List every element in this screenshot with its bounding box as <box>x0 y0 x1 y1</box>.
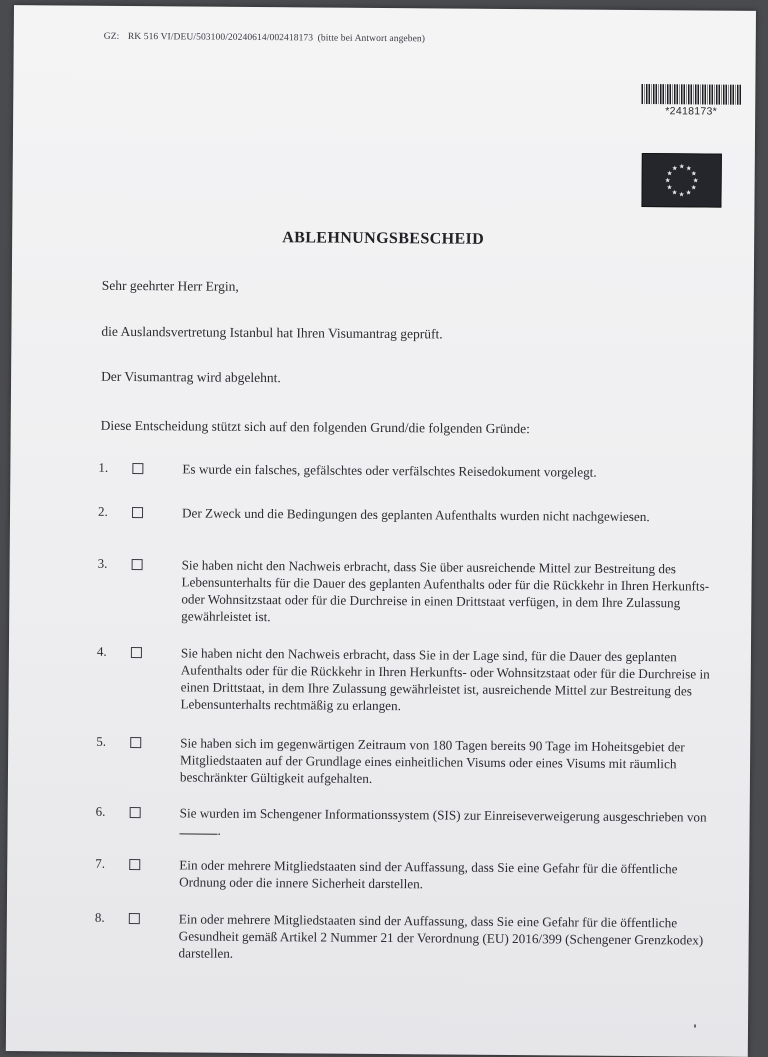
flag-star <box>667 185 672 190</box>
reason-text <box>179 804 714 842</box>
barcode-icon <box>641 84 741 105</box>
letter-page <box>6 5 756 1057</box>
checkbox-icon <box>129 913 140 924</box>
reference-code: RK 516 VI/DEU/503100/20240614/002418173 <box>127 31 314 44</box>
reason-number: 6. <box>95 803 106 819</box>
reason-text: Der Zweck und die Bedingungen des geplanten Aufenthalts wurden nicht nachgewiesen. <box>181 505 650 525</box>
intro-paragraph: die Auslandsvertretung Istanbul hat Ihren Visumantrag geprüft. <box>101 323 443 342</box>
checkbox-icon <box>132 559 143 570</box>
reference-line <box>104 32 425 45</box>
reason-number: 1. <box>98 459 109 475</box>
flag-star <box>686 190 691 195</box>
flag-star <box>691 171 696 176</box>
reason-item-1 <box>10 459 752 480</box>
flag-star <box>693 178 698 183</box>
flag-star <box>672 166 677 171</box>
reason-text: Sie haben nicht den Nachweis erbracht, dass Sie in der Lage sind, für die Dauer des geplanten Aufenthalts oder für die Rückkehr in Ihren Herkunfts- oder Wohnsitzstaat oder für die Durchreise in einen Drittstaat, in dem Ihre Zulassung gewährleistet ist, ausreichende Mittel zur Bestreitung des Lebensunterhalts rechtmäßig zu erlangen. <box>180 645 710 714</box>
flag-star <box>679 192 684 197</box>
reason-number: 3. <box>97 555 108 571</box>
checkbox-icon <box>132 507 143 518</box>
reference-note: (bitte bei Antwort angeben) <box>317 33 426 45</box>
reason-text: Ein oder mehrere Mitgliedstaaten sind der Auffassung, dass Sie eine Gefahr für die öffentliche Ordnung oder die innere Sicherheit darstellen. <box>179 857 678 892</box>
reason-text: Es wurde ein falsches, gefälschtes oder verfälschtes Reisedokument vorgelegt. <box>182 461 597 480</box>
reason-number: 8. <box>94 909 105 925</box>
decision-paragraph: Der Visumantrag wird abgelehnt. <box>101 368 281 386</box>
flag-star <box>691 185 696 190</box>
document-title: ABLEHNUNGSBESCHEID <box>282 229 485 248</box>
eu-flag-icon <box>641 153 721 208</box>
reasons-list <box>10 459 752 961</box>
reason-number: 2. <box>97 503 108 519</box>
reference-label: GZ: <box>103 31 120 42</box>
reason-text: Sie haben nicht den Nachweis erbracht, dass Sie über ausreichende Mittel zur Bestreitung des Lebensunterhalts für die Dauer des geplanten Aufenthalts oder für die Rückkehr in Ihren Herkunfts- oder Wohnsitzstaat oder für die Durchreise in einen Drittstaat verfügen, in dem Ihre Zulassung gewährleistet ist. <box>181 557 710 625</box>
greeting: Sehr geehrter Herr Ergin, <box>101 277 239 294</box>
flag-star <box>672 190 677 195</box>
reason-text: Sie haben sich im gegenwärtigen Zeitraum von 180 Tagen bereits 90 Tage im Hoheitsgebiet der Mitgliedstaaten auf der Grundlage eines einheitlichen Visums oder eines Visums mit räumlich beschränkter Gültigkeit aufgehalten. <box>179 735 685 786</box>
reason-number: 7. <box>95 855 106 871</box>
blank-line <box>180 833 218 834</box>
reason-text-main: Sie wurden im Schengener Informationssystem (SIS) zur Einreiseverweigerung ausgeschrieben von <box>179 805 707 825</box>
checkbox-icon <box>132 463 143 474</box>
reason-number: 5. <box>96 733 107 749</box>
reason-item-8 <box>7 909 749 961</box>
reason-text-suffix: . <box>217 822 221 838</box>
reason-item-2 <box>10 503 752 525</box>
barcode-block <box>641 84 741 118</box>
checkbox-icon <box>130 737 141 748</box>
paper-speck <box>694 1024 696 1027</box>
grounds-intro: Diese Entscheidung stützt sich auf den folgenden Grund/die folgenden Gründe: <box>100 417 531 437</box>
barcode-number: *2418173* <box>665 105 718 118</box>
checkbox-icon <box>130 807 141 818</box>
flag-star <box>686 166 691 171</box>
reason-item-6 <box>8 803 750 838</box>
checkbox-icon <box>129 859 140 870</box>
reason-item-3 <box>10 555 752 625</box>
flag-star <box>667 171 672 176</box>
flag-star <box>679 164 684 169</box>
reason-item-7 <box>7 855 749 892</box>
checkbox-icon <box>131 647 142 658</box>
reason-item-4 <box>9 643 751 714</box>
reason-number: 4. <box>96 643 107 659</box>
reason-item-5 <box>8 733 750 786</box>
reason-text: Ein oder mehrere Mitgliedstaaten sind der Auffassung, dass Sie eine Gefahr für die öffentliche Gesundheit gemäß Artikel 2 Nummer 21 der Verordnung (EU) 2016/399 (Schengener Grenzkodex) darstellen. <box>178 911 704 961</box>
flag-star <box>665 178 670 183</box>
